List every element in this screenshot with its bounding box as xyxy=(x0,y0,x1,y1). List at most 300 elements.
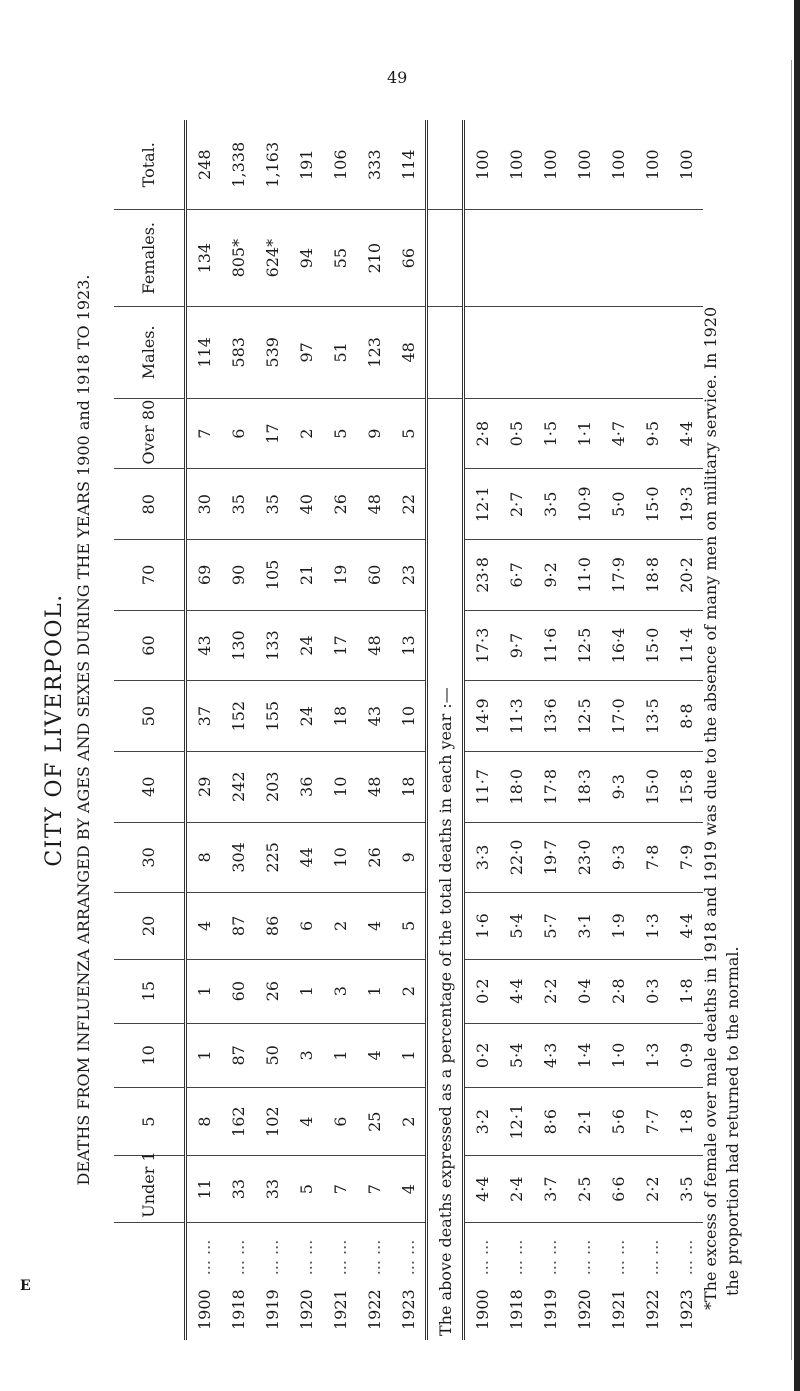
value-cell: 6 xyxy=(323,1087,357,1155)
year-cell xyxy=(533,1222,567,1340)
heading-line xyxy=(42,110,67,1350)
value-cell: 100 xyxy=(506,149,526,181)
value-cell: 4·4 xyxy=(669,893,703,959)
value-cell: 9·3 xyxy=(601,822,635,893)
value-cell: 19·7 xyxy=(533,822,567,893)
value-cell: 66 xyxy=(391,210,427,306)
leader-dots: ... ... xyxy=(642,1239,662,1276)
value-cell: 1·9 xyxy=(601,893,635,959)
value-cell: 8·8 xyxy=(669,681,703,752)
value-cell: 26 xyxy=(323,469,357,540)
page-fold-line xyxy=(791,60,792,1360)
value-cell: 5·0 xyxy=(601,469,635,540)
value-cell: 13·6 xyxy=(533,681,567,752)
value-cell: 17 xyxy=(255,398,289,469)
value-cell: 0·2 xyxy=(464,959,500,1023)
value-cell: 242 xyxy=(221,751,255,822)
leader-dots: ... ... xyxy=(540,1239,560,1276)
leader-dots: ... ... xyxy=(574,1239,594,1276)
value-cell: 7 xyxy=(186,398,222,469)
value-cell: 15·0 xyxy=(635,469,669,540)
value-cell: 1 xyxy=(289,959,323,1023)
value-cell: 22·0 xyxy=(499,822,533,893)
year-cell xyxy=(357,1222,391,1340)
value-cell: 12·1 xyxy=(499,1087,533,1155)
value-cell: 102 xyxy=(255,1087,289,1155)
value-cell: 15·0 xyxy=(635,610,669,681)
value-cell: 90 xyxy=(221,540,255,611)
value-cell: 17·9 xyxy=(601,540,635,611)
value-cell: 18·0 xyxy=(499,751,533,822)
value-cell: 5·7 xyxy=(533,893,567,959)
year-label: 1900 xyxy=(472,1289,492,1330)
table-row xyxy=(221,120,255,1340)
value-cell: 100 xyxy=(676,149,696,181)
value-cell: 1,163 xyxy=(262,141,282,188)
year-cell xyxy=(499,1222,533,1340)
value-cell: 13·5 xyxy=(635,681,669,752)
value-cell: 4·4 xyxy=(464,1156,500,1222)
value-cell xyxy=(499,210,533,306)
value-cell: 35 xyxy=(221,469,255,540)
leader-dots: ... ... xyxy=(676,1239,696,1276)
value-cell: 4 xyxy=(357,893,391,959)
value-cell: 2·8 xyxy=(464,398,500,469)
value-cell xyxy=(635,210,669,306)
value-cell: 19 xyxy=(323,540,357,611)
value-cell: 11 xyxy=(186,1156,222,1222)
value-cell: 100 xyxy=(608,149,628,181)
value-cell: 134 xyxy=(186,210,222,306)
year-label: 1919 xyxy=(262,1289,282,1330)
value-cell: 21 xyxy=(289,540,323,611)
table-row xyxy=(186,120,222,1340)
value-cell xyxy=(567,210,601,306)
value-cell xyxy=(533,306,567,398)
value-cell: 3·2 xyxy=(464,1087,500,1155)
value-cell: 48 xyxy=(357,610,391,681)
year-cell xyxy=(601,1222,635,1340)
value-cell: 100 xyxy=(574,149,594,181)
table-row xyxy=(323,120,357,1340)
value-cell: 9·3 xyxy=(601,751,635,822)
value-cell: 43 xyxy=(186,610,222,681)
value-cell: 43 xyxy=(357,681,391,752)
value-cell: 1 xyxy=(357,959,391,1023)
value-cell: 123 xyxy=(357,306,391,398)
year-label: 1922 xyxy=(642,1289,662,1330)
value-cell: 1 xyxy=(323,1023,357,1087)
value-cell: 9·5 xyxy=(635,398,669,469)
value-cell: 624* xyxy=(255,210,289,306)
rotated-table-page xyxy=(40,110,760,1350)
value-cell: 210 xyxy=(357,210,391,306)
value-cell: 14·9 xyxy=(464,681,500,752)
value-cell: 304 xyxy=(221,822,255,893)
value-cell: 4·4 xyxy=(669,398,703,469)
table-row xyxy=(357,120,391,1340)
value-cell: 10·9 xyxy=(567,469,601,540)
value-cell: 333 xyxy=(364,149,384,181)
value-cell: 0·5 xyxy=(499,398,533,469)
percentage-caption: The above deaths expressed as a percentage of the total deaths in each year :— xyxy=(427,398,464,1340)
table-row xyxy=(255,120,289,1340)
value-cell xyxy=(499,306,533,398)
value-cell: 18·8 xyxy=(635,540,669,611)
footnote-line-2: the proportion had returned to the normal. xyxy=(723,946,743,1296)
percentage-body xyxy=(427,120,704,1340)
value-cell: 60 xyxy=(357,540,391,611)
column-header: Males. xyxy=(114,306,186,398)
value-cell: 2·8 xyxy=(601,959,635,1023)
table-row xyxy=(567,120,601,1340)
value-cell: 11·7 xyxy=(464,751,500,822)
value-cell: 2 xyxy=(289,398,323,469)
value-cell: 1·6 xyxy=(464,893,500,959)
value-cell: 17·8 xyxy=(533,751,567,822)
value-cell: 4 xyxy=(391,1156,427,1222)
value-cell xyxy=(601,210,635,306)
value-cell xyxy=(464,210,500,306)
column-header xyxy=(114,1222,186,1340)
value-cell: 0·3 xyxy=(635,959,669,1023)
value-cell: 0·9 xyxy=(669,1023,703,1087)
value-cell: 1·0 xyxy=(601,1023,635,1087)
value-cell: 97 xyxy=(289,306,323,398)
value-cell xyxy=(635,306,669,398)
value-cell: 1·3 xyxy=(635,1023,669,1087)
value-cell: 55 xyxy=(323,210,357,306)
year-cell xyxy=(567,1222,601,1340)
city-title: CITY OF LIVERPOOL. xyxy=(42,593,67,867)
value-cell: 30 xyxy=(186,469,222,540)
year-label: 1920 xyxy=(574,1289,594,1330)
value-cell: 87 xyxy=(221,1023,255,1087)
value-cell: 10 xyxy=(323,751,357,822)
value-cell: 60 xyxy=(221,959,255,1023)
value-cell: 48 xyxy=(391,306,427,398)
year-label: 1918 xyxy=(506,1289,526,1330)
table-subheading: and 1918 TO 1923. xyxy=(74,274,93,431)
value-cell: 17·3 xyxy=(464,610,500,681)
value-cell xyxy=(567,306,601,398)
value-cell: 1·1 xyxy=(567,398,601,469)
value-cell: 133 xyxy=(255,610,289,681)
value-cell: 94 xyxy=(289,210,323,306)
table-row xyxy=(669,120,703,1340)
value-cell: 20·2 xyxy=(669,540,703,611)
value-cell: 4·3 xyxy=(533,1023,567,1087)
empty-cell xyxy=(427,306,464,398)
column-header: Females. xyxy=(114,210,186,306)
value-cell: 3·1 xyxy=(567,893,601,959)
year-label: 1922 xyxy=(364,1289,384,1330)
value-cell: 25 xyxy=(357,1087,391,1155)
footnote xyxy=(700,150,745,1310)
value-cell: 1 xyxy=(391,1023,427,1087)
value-cell: 8·6 xyxy=(533,1087,567,1155)
table-row xyxy=(289,120,323,1340)
value-cell: 15·0 xyxy=(635,751,669,822)
value-cell: 0·4 xyxy=(567,959,601,1023)
value-cell xyxy=(601,306,635,398)
value-cell: 106 xyxy=(330,149,350,181)
leader-dots: ... ... xyxy=(472,1239,492,1276)
year-label: 1921 xyxy=(608,1289,628,1330)
value-cell: 24 xyxy=(289,681,323,752)
value-cell xyxy=(669,306,703,398)
year-label: 1921 xyxy=(330,1289,350,1330)
table-heading: DEATHS FROM INFLUENZA ARRANGED BY AGES AND SEXES DURING THE YEARS 1900 xyxy=(74,435,93,1186)
year-cell xyxy=(391,1222,427,1340)
value-cell: 114 xyxy=(186,306,222,398)
value-cell: 18 xyxy=(391,751,427,822)
value-cell: 1·3 xyxy=(635,893,669,959)
value-cell: 10 xyxy=(323,822,357,893)
value-cell: 5 xyxy=(323,398,357,469)
year-label: 1918 xyxy=(228,1289,248,1330)
value-cell: 18 xyxy=(323,681,357,752)
signature-mark: E xyxy=(20,1278,31,1294)
value-cell: 8 xyxy=(186,1087,222,1155)
value-cell: 7 xyxy=(357,1156,391,1222)
value-cell: 114 xyxy=(391,120,427,210)
value-cell: 100 xyxy=(540,149,560,181)
value-cell: 40 xyxy=(289,469,323,540)
value-cell: 6 xyxy=(221,398,255,469)
year-label: 1900 xyxy=(194,1289,214,1330)
value-cell xyxy=(464,306,500,398)
value-cell: 23·0 xyxy=(567,822,601,893)
value-cell: 87 xyxy=(221,893,255,959)
value-cell: 2·5 xyxy=(567,1156,601,1222)
page-number: 49 xyxy=(387,68,408,87)
value-cell: 2·7 xyxy=(499,469,533,540)
column-header: Over 80 xyxy=(114,398,186,469)
value-cell: 26 xyxy=(357,822,391,893)
year-label: 1923 xyxy=(676,1289,696,1330)
value-cell: 12·1 xyxy=(464,469,500,540)
value-cell: 9·2 xyxy=(533,540,567,611)
leader-dots: ... ... xyxy=(608,1239,628,1276)
value-cell: 24 xyxy=(289,610,323,681)
value-cell: 26 xyxy=(255,959,289,1023)
value-cell: 1·4 xyxy=(567,1023,601,1087)
value-cell: 2 xyxy=(323,893,357,959)
table-row xyxy=(391,120,427,1340)
empty-cell xyxy=(427,210,464,306)
counts-body xyxy=(186,120,427,1340)
value-cell: 191 xyxy=(296,149,316,181)
value-cell: 3 xyxy=(289,1023,323,1087)
year-label: 1923 xyxy=(398,1289,418,1330)
value-cell: 51 xyxy=(323,306,357,398)
value-cell: 17·0 xyxy=(601,681,635,752)
percentage-caption-row xyxy=(427,120,464,1340)
value-cell: 3·5 xyxy=(669,1156,703,1222)
column-header: 50 xyxy=(114,681,186,752)
value-cell: 13 xyxy=(391,610,427,681)
column-header: 40 xyxy=(114,751,186,822)
value-cell: 11·6 xyxy=(533,610,567,681)
value-cell: 86 xyxy=(255,893,289,959)
value-cell: 805* xyxy=(221,210,255,306)
leader-dots: ... ... xyxy=(194,1239,214,1276)
value-cell: 5 xyxy=(391,398,427,469)
value-cell: 130 xyxy=(221,610,255,681)
value-cell: 8 xyxy=(186,822,222,893)
value-cell: 3 xyxy=(323,959,357,1023)
column-header: 60 xyxy=(114,610,186,681)
value-cell: 44 xyxy=(289,822,323,893)
leader-dots: ... ... xyxy=(398,1239,418,1276)
value-cell: 2 xyxy=(391,1087,427,1155)
value-cell: 1 xyxy=(186,1023,222,1087)
value-cell: 4 xyxy=(289,1087,323,1155)
value-cell: 33 xyxy=(255,1156,289,1222)
value-cell: 37 xyxy=(186,681,222,752)
value-cell: 1,338 xyxy=(228,141,248,188)
value-cell: 17 xyxy=(323,610,357,681)
value-cell: 1·5 xyxy=(533,398,567,469)
value-cell: 6 xyxy=(289,893,323,959)
value-cell: 539 xyxy=(255,306,289,398)
year-cell xyxy=(323,1222,357,1340)
value-cell: 5·4 xyxy=(499,1023,533,1087)
column-header: 70 xyxy=(114,540,186,611)
value-cell: 0·2 xyxy=(464,1023,500,1087)
value-cell: 35 xyxy=(255,469,289,540)
value-cell: 2·2 xyxy=(533,959,567,1023)
value-cell: 155 xyxy=(255,681,289,752)
value-cell: 11·3 xyxy=(499,681,533,752)
table-row xyxy=(635,120,669,1340)
value-cell: 1·8 xyxy=(669,959,703,1023)
value-cell: 48 xyxy=(357,751,391,822)
leader-dots: ... ... xyxy=(262,1239,282,1276)
column-header: 80 xyxy=(114,469,186,540)
year-cell xyxy=(635,1222,669,1340)
value-cell: 4 xyxy=(357,1023,391,1087)
column-header: 20 xyxy=(114,893,186,959)
value-cell: 162 xyxy=(221,1087,255,1155)
value-cell: 11·4 xyxy=(669,610,703,681)
value-cell: 4 xyxy=(186,893,222,959)
column-header: Under 1 xyxy=(114,1156,186,1222)
value-cell: 5 xyxy=(289,1156,323,1222)
value-cell: 7·7 xyxy=(635,1087,669,1155)
leader-dots: ... ... xyxy=(506,1239,526,1276)
value-cell: 1 xyxy=(186,959,222,1023)
value-cell: 23·8 xyxy=(464,540,500,611)
leader-dots: ... ... xyxy=(364,1239,384,1276)
footnote-line-1: *The excess of female over male deaths in 1918 and 1919 was due to the absence of many men on military service. In 1920 xyxy=(701,306,720,1310)
value-cell: 12·5 xyxy=(567,681,601,752)
value-cell: 225 xyxy=(255,822,289,893)
year-cell xyxy=(255,1222,289,1340)
value-cell: 3·3 xyxy=(464,822,500,893)
value-cell: 2·2 xyxy=(635,1156,669,1222)
value-cell: 105 xyxy=(255,540,289,611)
subheading-line xyxy=(74,110,93,1350)
value-cell: 2 xyxy=(391,959,427,1023)
value-cell: 2·4 xyxy=(499,1156,533,1222)
value-cell: 152 xyxy=(221,681,255,752)
table-row xyxy=(601,120,635,1340)
year-cell xyxy=(221,1222,255,1340)
value-cell: 15·8 xyxy=(669,751,703,822)
value-cell: 23 xyxy=(391,540,427,611)
value-cell: 50 xyxy=(255,1023,289,1087)
value-cell: 11·0 xyxy=(567,540,601,611)
value-cell: 16·4 xyxy=(601,610,635,681)
value-cell: 5·4 xyxy=(499,893,533,959)
year-cell xyxy=(289,1222,323,1340)
table-row xyxy=(533,120,567,1340)
value-cell: 12·5 xyxy=(567,610,601,681)
value-cell: 36 xyxy=(289,751,323,822)
year-cell xyxy=(186,1222,222,1340)
value-cell: 9 xyxy=(391,822,427,893)
value-cell: 7·9 xyxy=(669,822,703,893)
year-cell xyxy=(669,1222,703,1340)
leader-dots: ... ... xyxy=(330,1239,350,1276)
value-cell: 4·4 xyxy=(499,959,533,1023)
influenza-deaths-table xyxy=(114,120,703,1340)
column-header: 10 xyxy=(114,1023,186,1087)
value-cell: 100 xyxy=(472,149,492,181)
value-cell: 9 xyxy=(357,398,391,469)
header-row xyxy=(114,120,186,1340)
value-cell: 18·3 xyxy=(567,751,601,822)
value-cell: 2·1 xyxy=(567,1087,601,1155)
value-cell: 583 xyxy=(221,306,255,398)
year-label: 1919 xyxy=(540,1289,560,1330)
value-cell: 29 xyxy=(186,751,222,822)
value-cell: 5·6 xyxy=(601,1087,635,1155)
value-cell: 6·7 xyxy=(499,540,533,611)
value-cell: 69 xyxy=(186,540,222,611)
value-cell: 3·5 xyxy=(533,469,567,540)
year-label: 1920 xyxy=(296,1289,316,1330)
value-cell: 3·7 xyxy=(533,1156,567,1222)
year-cell xyxy=(464,1222,500,1340)
table-row xyxy=(464,120,500,1340)
value-cell: 5 xyxy=(391,893,427,959)
empty-cell xyxy=(427,120,464,210)
column-header: 5 xyxy=(114,1087,186,1155)
value-cell: 48 xyxy=(357,469,391,540)
value-cell: 203 xyxy=(255,751,289,822)
value-cell: 7·8 xyxy=(635,822,669,893)
value-cell: 10 xyxy=(391,681,427,752)
column-header: 30 xyxy=(114,822,186,893)
value-cell: 7 xyxy=(323,1156,357,1222)
value-cell xyxy=(533,210,567,306)
leader-dots: ... ... xyxy=(228,1239,248,1276)
page-edge xyxy=(794,0,800,1391)
column-header: Total. xyxy=(114,120,186,210)
value-cell: 19·3 xyxy=(669,469,703,540)
value-cell: 248 xyxy=(194,149,214,181)
column-header: 15 xyxy=(114,959,186,1023)
value-cell: 33 xyxy=(221,1156,255,1222)
value-cell: 1·8 xyxy=(669,1087,703,1155)
value-cell: 6·6 xyxy=(601,1156,635,1222)
value-cell xyxy=(669,210,703,306)
value-cell: 4·7 xyxy=(601,398,635,469)
table-row xyxy=(499,120,533,1340)
